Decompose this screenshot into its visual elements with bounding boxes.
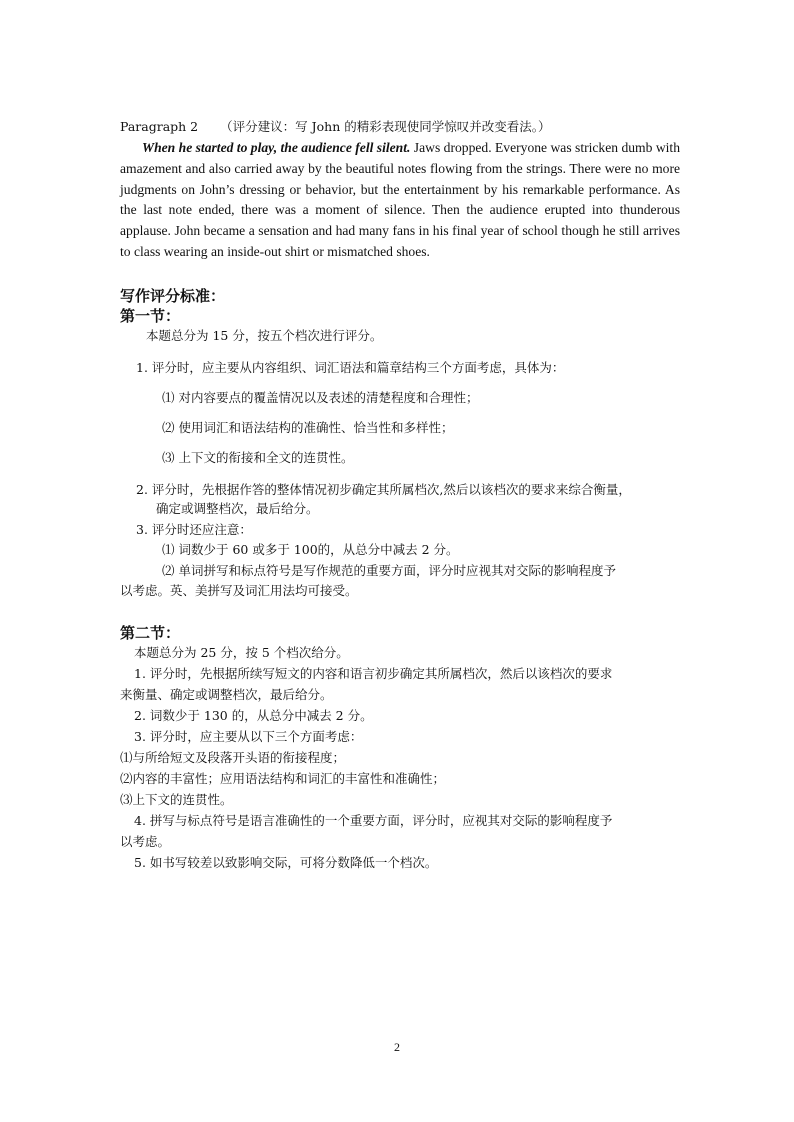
- paragraph-body-text: Jaws dropped. Everyone was stricken dumb with amazement and also carried away by the beautiful notes flowing from the strings. There were no more judgments on John’s dressing or behavior, but the entertainment by his remarkable performance. As the last note ended, there was a moment of silence. Then the audience erupted into thunderous applause. John became a sensation and had many fans in his final year of school though he still arrives to class wearing an inside-out shirt or mismatched shoes.: [120, 140, 681, 259]
- section-1-item-1: 1. 评分时，应主要从内容组织、词汇语法和篇章结构三个方面考虑，具体为：: [136, 360, 565, 375]
- section-2-item-3-sub-3: ⑶上下文的连贯性。: [120, 792, 233, 807]
- paragraph-label: Paragraph 2: [120, 119, 199, 134]
- section-2-item-3-sub-1: ⑴与所给短文及段落开头语的衔接程度；: [120, 750, 346, 765]
- section-1-item-3-sub-2-line-2: 以考虑。英、美拼写及词汇用法均可接受。: [120, 583, 358, 598]
- paragraph-lead-sentence: When he started to play, the audience fell silent.: [142, 140, 411, 155]
- section-2-item-2: 2. 词数少于 130 的，从总分中减去 2 分。: [134, 708, 373, 723]
- section-2-item-4-line-1: 4. 拼写与标点符号是语言准确性的一个重要方面，评分时，应视其对交际的影响程度予: [134, 813, 613, 828]
- page-number: 2: [394, 1040, 400, 1054]
- section-1-item-1-sub-2: ⑵ 使用词汇和语法结构的准确性、恰当性和多样性；: [162, 420, 454, 435]
- section-1-item-3: 3. 评分时还应注意：: [136, 522, 252, 537]
- section-2-item-1-line-2: 来衡量、确定或调整档次，最后给分。: [120, 687, 333, 702]
- section-2-item-3: 3. 评分时，应主要从以下三个方面考虑：: [134, 729, 363, 744]
- scoring-suggestion: （评分建议：写 John 的精彩表现使同学惊叹并改变看法。）: [220, 119, 551, 134]
- section-1-item-1-sub-3: ⑶ 上下文的衔接和全文的连贯性。: [162, 450, 354, 465]
- section-1-item-1-sub-1: ⑴ 对内容要点的覆盖情况以及表述的清楚程度和合理性；: [162, 390, 479, 405]
- section-1-item-2-line-2: 确定或调整档次，最后给分。: [156, 501, 319, 516]
- section-1-intro: 本题总分为 15 分，按五个档次进行评分。: [146, 328, 383, 343]
- section-2-item-4-line-2: 以考虑。: [120, 834, 171, 849]
- section-2-title: 第二节：: [120, 624, 181, 642]
- paragraph-2-text: [120, 138, 680, 263]
- section-1-item-3-sub-2-line-1: ⑵ 单词拼写和标点符号是写作规范的重要方面，评分时应视其对交际的影响程度予: [162, 563, 616, 578]
- section-1-item-2-line-1: 2. 评分时，先根据作答的整体情况初步确定其所属档次,然后以该档次的要求来综合衡量，: [136, 482, 631, 497]
- section-1-title: 第一节：: [120, 307, 181, 325]
- paragraph-2-heading: [120, 116, 680, 138]
- criteria-title: 写作评分标准：: [120, 287, 226, 305]
- section-2-item-3-sub-2: ⑵内容的丰富性；应用语法结构和词汇的丰富性和准确性；: [120, 771, 446, 786]
- section-2-item-5: 5. 如书写较差以致影响交际，可将分数降低一个档次。: [134, 855, 438, 870]
- section-2-intro: 本题总分为 25 分，按 5 个档次给分。: [134, 645, 349, 660]
- paragraph-2-block: [120, 116, 680, 263]
- section-2-item-1-line-1: 1. 评分时，先根据所续写短文的内容和语言初步确定其所属档次，然后以该档次的要求: [134, 666, 613, 681]
- section-1-item-3-sub-1: ⑴ 词数少于 60 或多于 100的，从总分中减去 2 分。: [162, 542, 459, 557]
